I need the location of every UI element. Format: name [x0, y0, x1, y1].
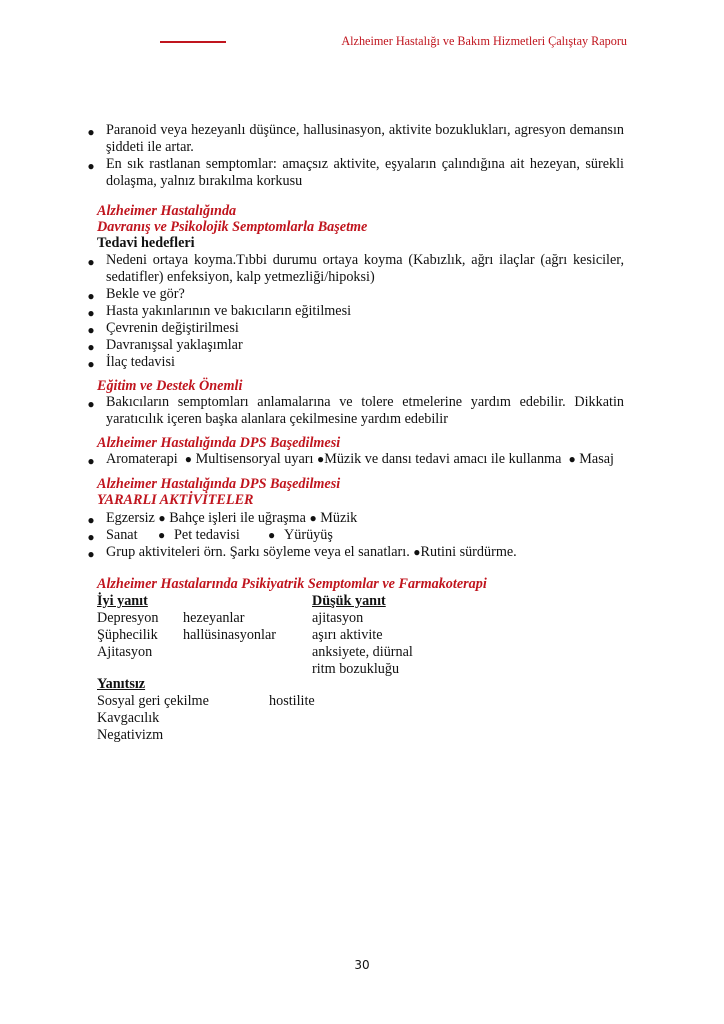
section1-subheading: Tedavi hedefleri [97, 235, 195, 251]
low-response-item: ritm bozukluğu [312, 661, 400, 677]
page-number: 30 [354, 958, 370, 972]
bullet-icon: ● [87, 530, 95, 544]
section3-item: Müzik ve dansı tedavi amacı ile kullanma [324, 451, 562, 467]
activity-item: Grup aktiviteleri örn. Şarkı söyleme veya el sanatları. [106, 544, 410, 560]
bullet-icon: ● [568, 452, 576, 466]
section2-heading: Eğitim ve Destek Önemli [97, 378, 243, 394]
low-response-label: Düşük yanıt [312, 593, 386, 609]
section3-item: Multisensoryal uyarı [195, 451, 314, 467]
section1-heading-line1: Alzheimer Hastalığında [97, 203, 237, 219]
no-response-item: Sosyal geri çekilme [97, 693, 209, 709]
good-response-label: İyi yanıt [97, 593, 148, 609]
section1-bullet-4: Çevrenin değiştirilmesi [106, 320, 239, 336]
bullet-icon: ● [87, 397, 95, 411]
good-response-item: hezeyanlar [183, 610, 245, 626]
low-response-item: aşırı aktivite [312, 627, 383, 643]
intro-bullet-2: En sık rastlanan semptomlar: amaçsız aktivite, eşyaların çalındığına ait hezeyan, sürekli dolaşma, yalnız bırakılma korkusu [106, 156, 624, 189]
section1-bullet-5: Davranışsal yaklaşımlar [106, 337, 243, 353]
activity-item: Sanat [106, 527, 138, 543]
section1-bullet-1: Nedeni ortaya koyma.Tıbbi durumu ortaya koyma (Kabızlık, ağrı ilaçlar (ağrı kesiciler, sedatifler) enfeksiyon, kalp yetmezliği/hipoksi) [106, 252, 624, 285]
activity-item: Müzik [320, 510, 358, 526]
good-response-item: Ajitasyon [97, 644, 153, 660]
bullet-icon: ● [158, 511, 166, 525]
bullet-icon: ● [184, 452, 193, 466]
bullet-icon: ● [87, 323, 95, 337]
activity-item: Egzersiz [106, 510, 155, 526]
no-response-item: Negativizm [97, 727, 164, 743]
no-response-label: Yanıtsız [97, 676, 146, 692]
bullet-icon: ● [87, 255, 95, 269]
section1-bullet-6: İlaç tedavisi [106, 354, 175, 370]
bullet-icon: ● [158, 528, 166, 542]
bullet-icon: ● [87, 306, 95, 320]
bullet-icon: ● [316, 452, 325, 466]
bullet-icon: ● [87, 454, 95, 468]
section3-item: Masaj [579, 451, 614, 467]
header-red-rule [160, 41, 226, 43]
section5-heading: Alzheimer Hastalarında Psikiyatrik Semptomlar ve Farmakoterapi [97, 576, 487, 592]
section4-row2 [106, 527, 138, 544]
bullet-icon: ● [309, 511, 317, 525]
no-response-item: Kavgacılık [97, 710, 160, 726]
bullet-icon: ● [87, 159, 95, 173]
section4-row1 [106, 510, 357, 527]
bullet-icon: ● [87, 340, 95, 354]
bullet-icon: ● [413, 545, 421, 559]
bullet-icon: ● [87, 357, 95, 371]
section4-heading-line1: Alzheimer Hastalığında DPS Başedilmesi [97, 476, 341, 492]
section3-item-list [106, 451, 614, 468]
section1-bullet-3: Hasta yakınlarının ve bakıcıların eğitilmesi [106, 303, 352, 319]
intro-bullet-1: Paranoid veya hezeyanlı düşünce, hallusinasyon, aktivite bozuklukları, agresyon demansın şiddeti ile artar. [106, 122, 624, 155]
activity-item: Bahçe işleri ile uğraşma [169, 510, 306, 526]
low-response-item: anksiyete, diürnal [312, 644, 413, 660]
bullet-icon: ● [268, 528, 276, 542]
section4-row3 [106, 544, 517, 561]
low-response-item: ajitasyon [312, 610, 364, 626]
good-response-item: Şüphecilik [97, 627, 158, 643]
header-title: Alzheimer Hastalığı ve Bakım Hizmetleri Çalıştay Raporu [341, 34, 627, 48]
section3-heading: Alzheimer Hastalığında DPS Başedilmesi [97, 435, 341, 451]
section4-heading-line2: YARARLI AKTİVİTELER [97, 492, 254, 508]
section3-item: Aromaterapi [106, 451, 178, 467]
activity-item: Yürüyüş [284, 527, 333, 543]
section2-bullet-1: Bakıcıların semptomları anlamalarına ve tolere etmelerine yardım edebilir. Dikkatin yaratıcılık içeren başka alanlara çekilmesine yardım edebilir [106, 394, 624, 427]
good-response-item: Depresyon [97, 610, 159, 626]
bullet-icon: ● [87, 513, 95, 527]
activity-item: Pet tedavisi [174, 527, 240, 543]
activity-item: Rutini sürdürme. [420, 544, 517, 560]
good-response-item: hallüsinasyonlar [183, 627, 276, 643]
bullet-icon: ● [87, 289, 95, 303]
bullet-icon: ● [87, 125, 95, 139]
section1-bullet-2: Bekle ve gör? [106, 286, 185, 302]
section1-heading-line2: Davranış ve Psikolojik Semptomlarla Başetme [97, 219, 368, 235]
no-response-item: hostilite [269, 693, 315, 709]
bullet-icon: ● [87, 547, 95, 561]
